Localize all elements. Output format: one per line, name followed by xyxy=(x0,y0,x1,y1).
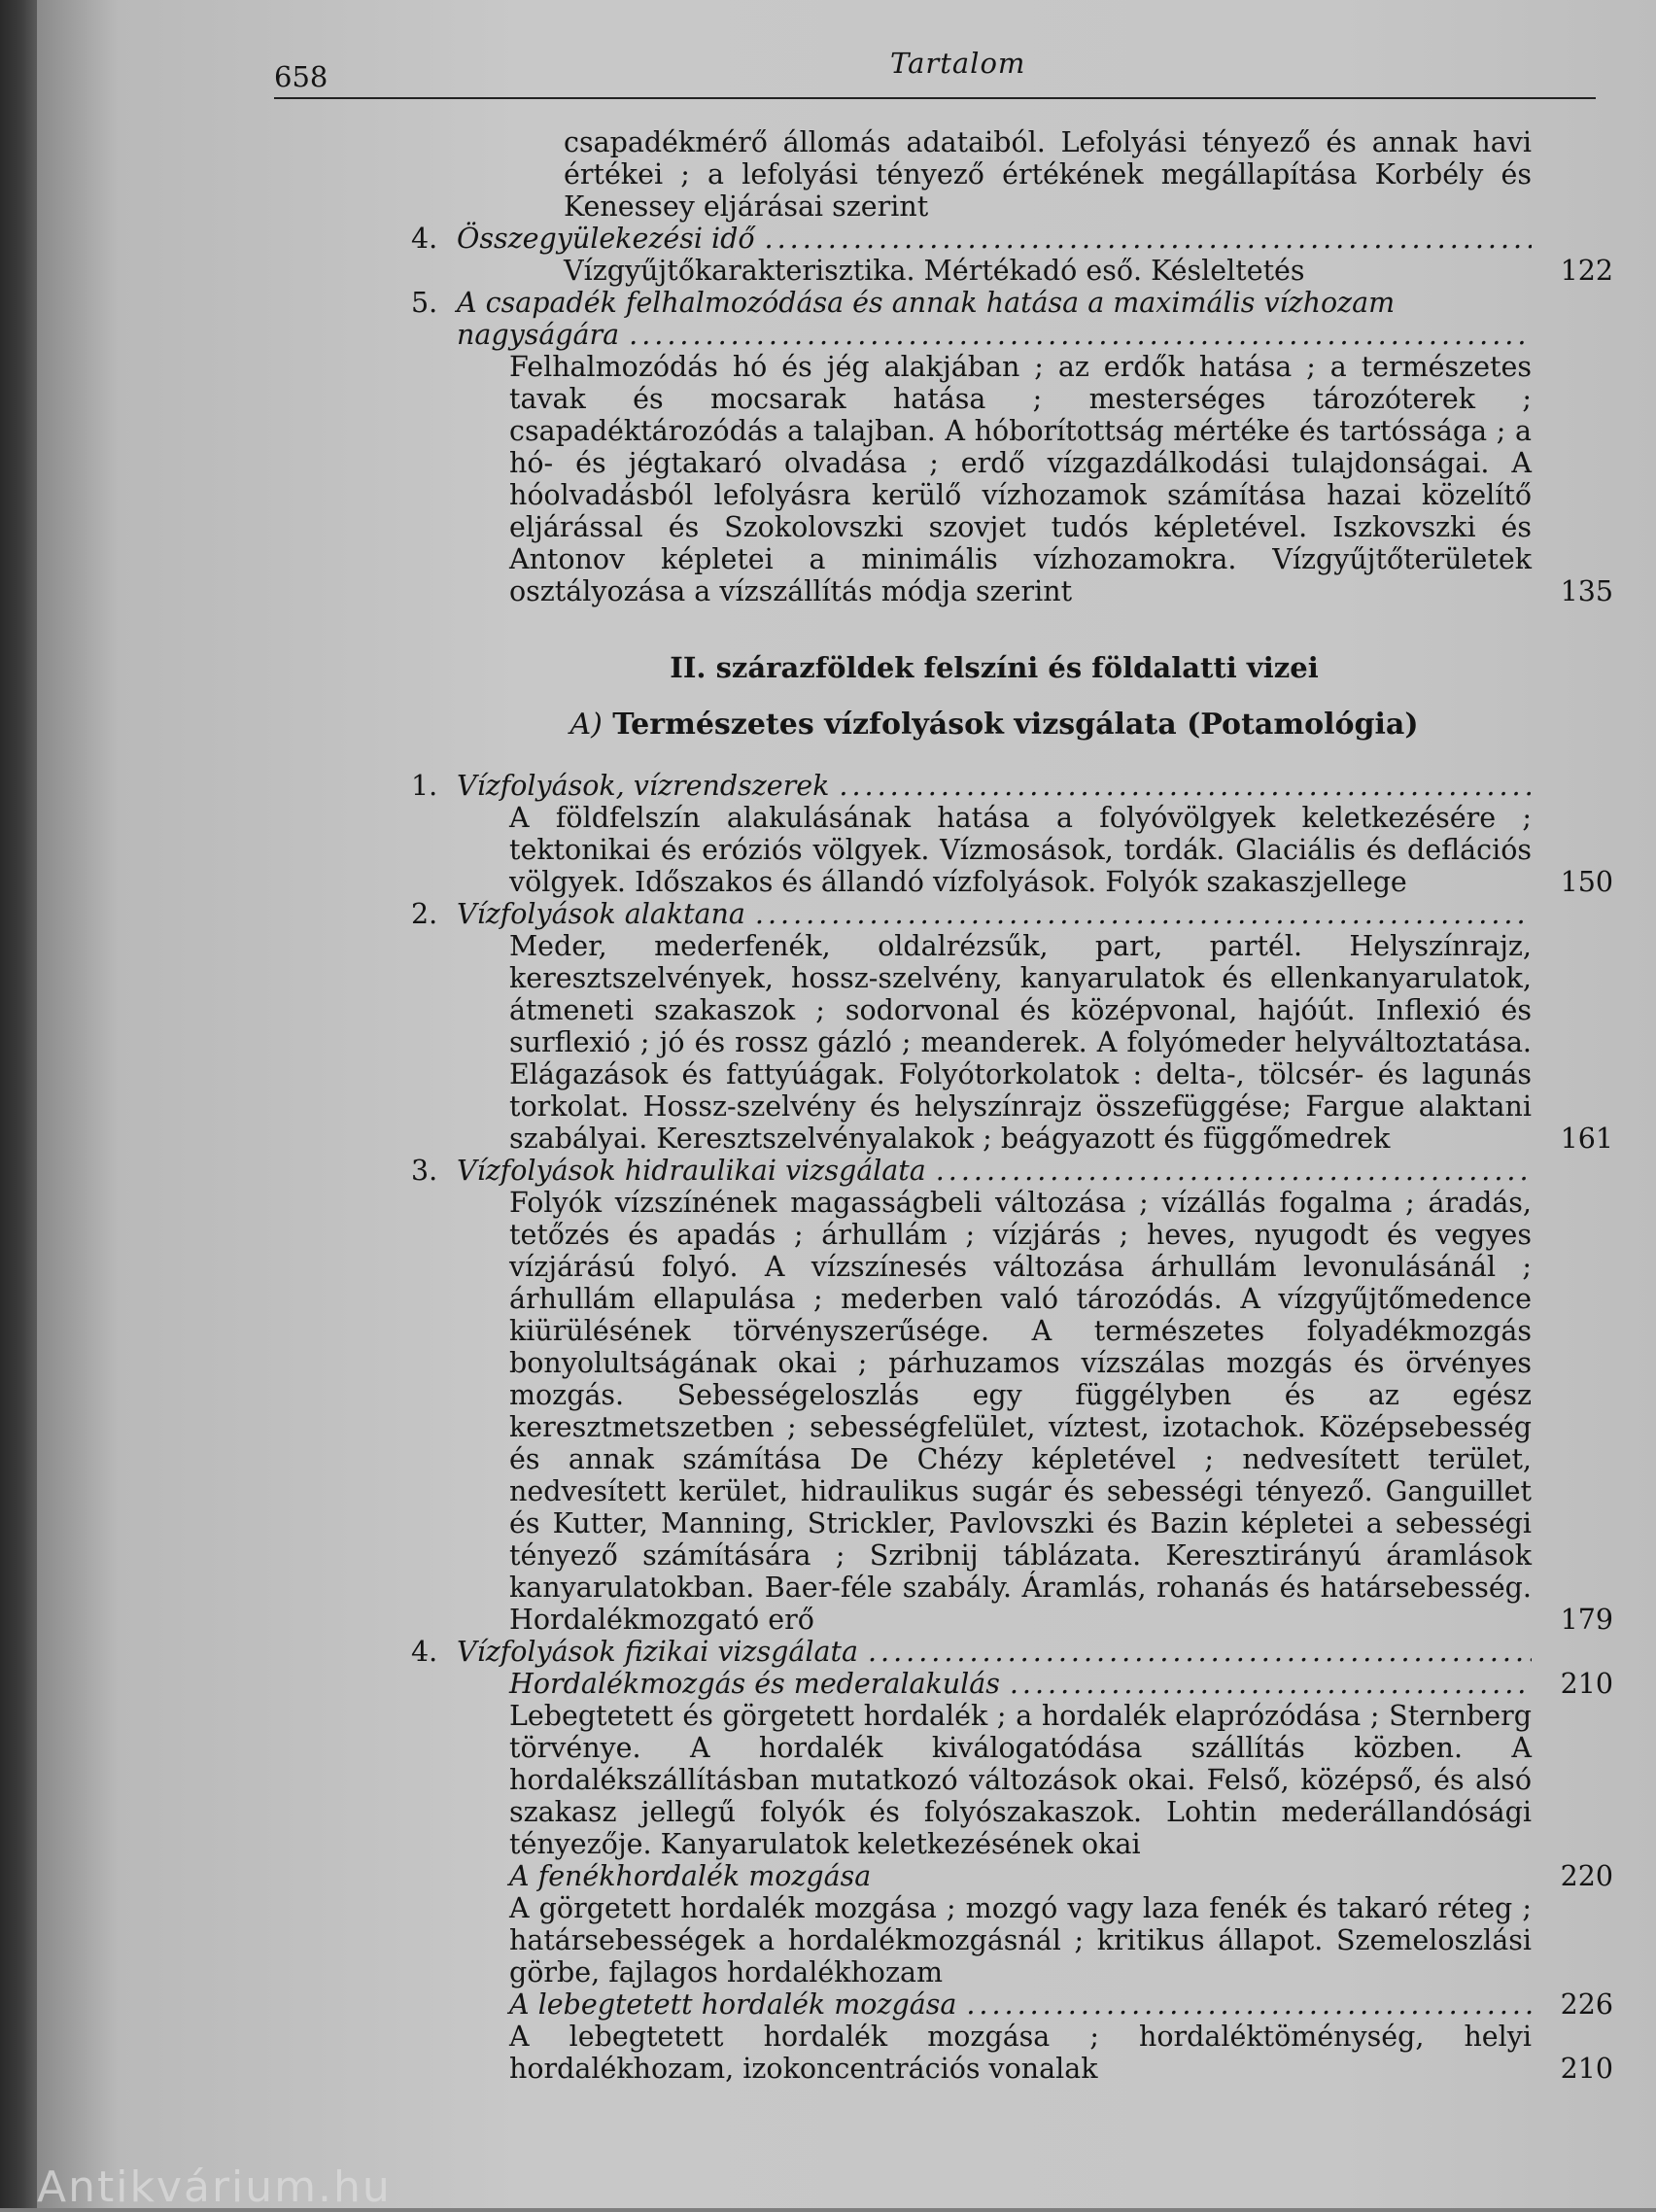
entry-number: 4. xyxy=(411,223,438,255)
entry-title: Vízfolyások alaktana xyxy=(457,898,745,930)
entry-body: Vízgyűjtőkarakterisztika. Mértékadó eső. Késleltetés xyxy=(564,255,1305,287)
toc-entry xyxy=(411,223,1613,287)
leader-dots xyxy=(755,898,1532,930)
entry-body: A földfelszín alakulásának hatása a folyóvölgyek keletkezésére ; tektonikai és eróziós völgyek. Vízmosások, tordák. Glaciális és deflációs völgyek. Időszakos és állandó vízfolyások. Folyók szakaszjellege xyxy=(509,802,1532,898)
entry-title: nagyságára xyxy=(457,319,620,351)
subentry-body: A görgetett hordalék mozgása ; mozgó vagy laza fenék és takaró réteg ; határsebességek a hordalékmozgásnál ; kritikus állapot. Szemeloszlási görbe, fajlagos hordalékhozam xyxy=(509,1892,1532,1988)
leader-dots xyxy=(936,1155,1532,1187)
book-spine-shadow xyxy=(0,0,37,2208)
subsection-heading xyxy=(457,709,1532,741)
entry-page: 161 xyxy=(1560,1123,1613,1155)
subsection-title: Természetes vízfolyások vizsgálata (Potamológia) xyxy=(612,708,1419,742)
entry-number: 2. xyxy=(411,898,438,930)
table-of-contents xyxy=(411,126,1613,2085)
leader-dots xyxy=(1010,1668,1532,1700)
continuation-text: csapadékmérő állomás adataiból. Lefolyási tényező és annak havi értékei ; a lefolyási tényező értékének megállapítása Korbély és Kenessey eljárásai szerint xyxy=(564,126,1532,223)
toc-entry xyxy=(411,1155,1613,1636)
entry-title-first-line xyxy=(411,287,1532,319)
toc-entry xyxy=(411,898,1613,1155)
running-title: Tartalom xyxy=(890,47,1026,80)
leader-dots xyxy=(966,1988,1532,2021)
leader-dots xyxy=(765,223,1532,255)
entry-title: Összegyülekezési idő xyxy=(457,223,755,255)
page-number: 658 xyxy=(274,60,328,93)
entry-page: 210 xyxy=(1560,2053,1613,2085)
entry-page: 150 xyxy=(1560,866,1613,898)
entry-title: Vízfolyások hidraulikai vizsgálata xyxy=(457,1155,926,1187)
page-header xyxy=(274,39,1596,99)
entry-page: 179 xyxy=(1560,1604,1613,1636)
toc-entry xyxy=(411,287,1613,607)
entry-title: Vízfolyások fizikai vizsgálata xyxy=(457,1636,858,1668)
toc-entry xyxy=(411,1636,1613,2085)
subentry-page: 210 xyxy=(1560,1668,1613,1700)
entry-number: 4. xyxy=(411,1636,438,1668)
subentry-page: 226 xyxy=(1560,1988,1613,2021)
subentry-title-row xyxy=(509,1988,1613,2021)
entry-page: 122 xyxy=(1560,255,1613,287)
entry-title-line1: A csapadék felhalmozódása és annak hatása a maximális vízhozam xyxy=(457,287,1396,319)
leader-dots xyxy=(839,770,1532,802)
entry-number: 3. xyxy=(411,1155,438,1187)
subsection-letter: A) xyxy=(569,708,603,742)
subentry-title: A fenékhordalék mozgása xyxy=(509,1860,872,1892)
entry-body: Felhalmozódás hó és jég alakjában ; az erdők hatása ; a természetes tavak és mocsarak hatása ; mesterséges tározóterek ; csapadéktározódás a talajban. A hóborítottság mértéke és tartóssága ; a hó- és jégtakaró olvadása ; erdő vízgazdálkodási tulajdonságai. A hóolvadásból lefolyásra kerülő vízhozamok számítása hazai közelítő eljárással és Szokolovszki szovjet tudós képletével. Iszkovszki és Antonov képletei a minimális vízhozamokra. Vízgyűjtőterületek osztályozása a vízszállítás módja szerint xyxy=(509,351,1532,607)
subentry-title: Hordalékmozgás és mederalakulás xyxy=(509,1668,1000,1700)
subentry-page: 220 xyxy=(1560,1860,1613,1892)
entry-body: Meder, mederfenék, oldalrézsűk, part, partél. Helyszínrajz, keresztszelvények, hossz-szelvény, kanyarulatok és ellenkanyarulatok, átmeneti szakaszok ; sodorvonal és középvonal, hajóút. Inflexió és surflexió ; jó és rossz gázló ; meanderek. A folyómeder helyváltoztatása. Elágazások és fattyúágak. Folyótorkolatok : delta-, tölcsér- és lagunás torkolat. Hossz-szelvény és helyszínrajz összefüggése; Fargue alaktani szabályai. Keresztszelvényalakok ; beágyazott és függőmedrek xyxy=(509,930,1532,1155)
entry-number: 1. xyxy=(411,770,438,802)
leader-dots xyxy=(868,1636,1532,1668)
entry-body: Folyók vízszínének magasságbeli változása ; vízállás fogalma ; áradás, tetőzés és apadás ; árhullám ; vízjárás ; heves, nyugodt és vegyes vízjárású folyó. A vízszínesés változása árhullám levonulásánál ; árhullám ellapulása ; mederben való tározódás. A vízgyűjtőmedence kiürülésének törvényszerűsége. A természetes folyadékmozgás bonyolultságának okai ; párhuzamos vízszálas mozgás és örvényes mozgás. Sebességeloszlás egy függélyben és az egész keresztmetszetben ; sebességfelület, víztest, izotachok. Középsebesség és annak számítása De Chézy képletével ; nedvesített terület, nedvesített kerület, hidraulikus sugár és sebességi tényező. Ganguillet és Kutter, Manning, Strickler, Pavlovszki és Bazin képletei a sebességi tényező számítására ; Szribnij táblázata. Keresztirányú áramlások kanyarulatokban. Baer-féle szabály. Áramlás, rohanás és határsebesség. Hordalékmozgató erő xyxy=(509,1187,1532,1636)
subentry-body: A lebegtetett hordalék mozgása ; hordaléktöménység, helyi hordalékhozam, izokoncentrációs vonalak xyxy=(509,2021,1532,2085)
entry-page: 135 xyxy=(1560,575,1613,607)
subentry-body: Lebegtetett és görgetett hordalék ; a hordalék elaprózódása ; Sternberg törvénye. A hordalék kiválogatódása szállítás közben. A hordalékszállításban mutatkozó változások okai. Felső, középső, és alsó szakasz jellegű folyók és folyószakaszok. Lohtin mederállandósági tényezője. Kanyarulatok keletkezésének okai xyxy=(509,1700,1532,1860)
entry-number: 5. xyxy=(411,287,438,319)
section-heading: II. szárazföldek felszíni és földalatti vizei xyxy=(670,651,1319,684)
leader-dots xyxy=(629,319,1532,351)
entry-title: Vízfolyások, vízrendszerek xyxy=(457,770,830,802)
toc-entry xyxy=(411,770,1613,898)
subentry-title: A lebegtetett hordalék mozgása xyxy=(509,1988,957,2021)
watermark: Antikvárium.hu xyxy=(37,2162,392,2212)
subentry-title-row xyxy=(509,1668,1613,1700)
subentry-title-row xyxy=(509,1860,1613,1892)
